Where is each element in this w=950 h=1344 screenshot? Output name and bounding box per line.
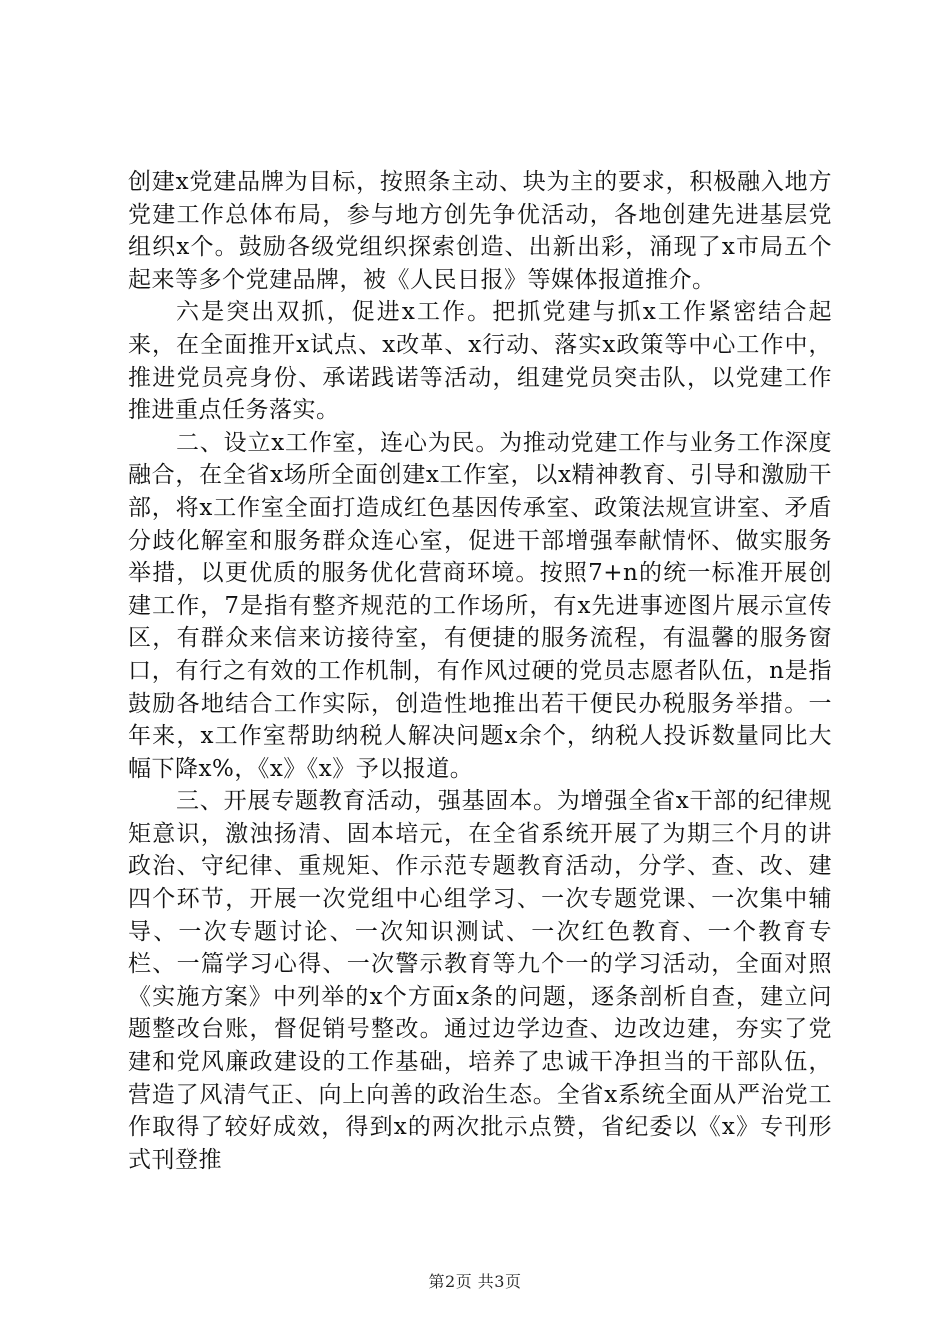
paragraph-six-dual-focus: 六是突出双抓，促进x工作。把抓党建与抓x工作紧密结合起来，在全面推开x试点、x改革、x行动、落实x政策等中心工作中，推进党员亮身份、承诺践诺等活动，组建党员突击队，以党建工作推进重点任务落实。 — [128, 299, 832, 424]
paragraph-continued: 创建x党建品牌为目标，按照条主动、块为主的要求，积极融入地方党建工作总体布局，参与地方创先争优活动，各地创建先进基层党组织x个。鼓励各级党组织探索创造、出新出彩，涌现了x市局五个起来等多个党建品牌，被《人民日报》等媒体报道推介。 — [128, 169, 832, 293]
document-body — [128, 166, 832, 1176]
paragraph-three-education: 三、开展专题教育活动，强基固本。为增强全省x干部的纪律规矩意识，激浊扬清、固本培元，在全省系统开展了为期三个月的讲政治、守纪律、重规矩、作示范专题教育活动，分学、查、改、建四个环节，开展一次党组中心组学习、一次专题党课、一次集中辅导、一次专题讨论、一次知识测试、一次红色教育、一个教育专栏、一篇学习心得、一次警示教育等九个一的学习活动，全面对照《实施方案》中列举的x个方面x条的问题，逐条剖析自查，建立问题整改台账，督促销号整改。通过边学边查、边改边建，夯实了党建和党风廉政建设的工作基础，培养了忠诚干净担当的干部队伍，营造了风清气正、向上向善的政治生态。全省x系统全面从严治党工作取得了较好成效，得到x的两次批示点赞，省纪委以《x》专刊形式刊登推 — [128, 788, 832, 1173]
page-number-footer: 第2页 共3页 — [428, 1272, 522, 1291]
paragraph-two-studio: 二、设立x工作室，连心为民。为推动党建工作与业务工作深度融合，在全省x场所全面创建x工作室，以x精神教育、引导和激励干部，将x工作室全面打造成红色基因传承室、政策法规宣讲室、矛盾分歧化解室和服务群众连心室，促进干部增强奉献情怀、做实服务举措，以更优质的服务优化营商环境。按照7+n的统一标准开展创建工作，7是指有整齐规范的工作场所，有x先进事迹图片展示宣传区，有群众来信来访接待室，有便捷的服务流程，有温馨的服务窗口，有行之有效的工作机制，有作风过硬的党员志愿者队伍，n是指鼓励各地结合工作实际，创造性地推出若干便民办税服务举措。一年来，x工作室帮助纳税人解决问题x余个，纳税人投诉数量同比大幅下降x%，《x》《x》予以报道。 — [128, 429, 832, 782]
